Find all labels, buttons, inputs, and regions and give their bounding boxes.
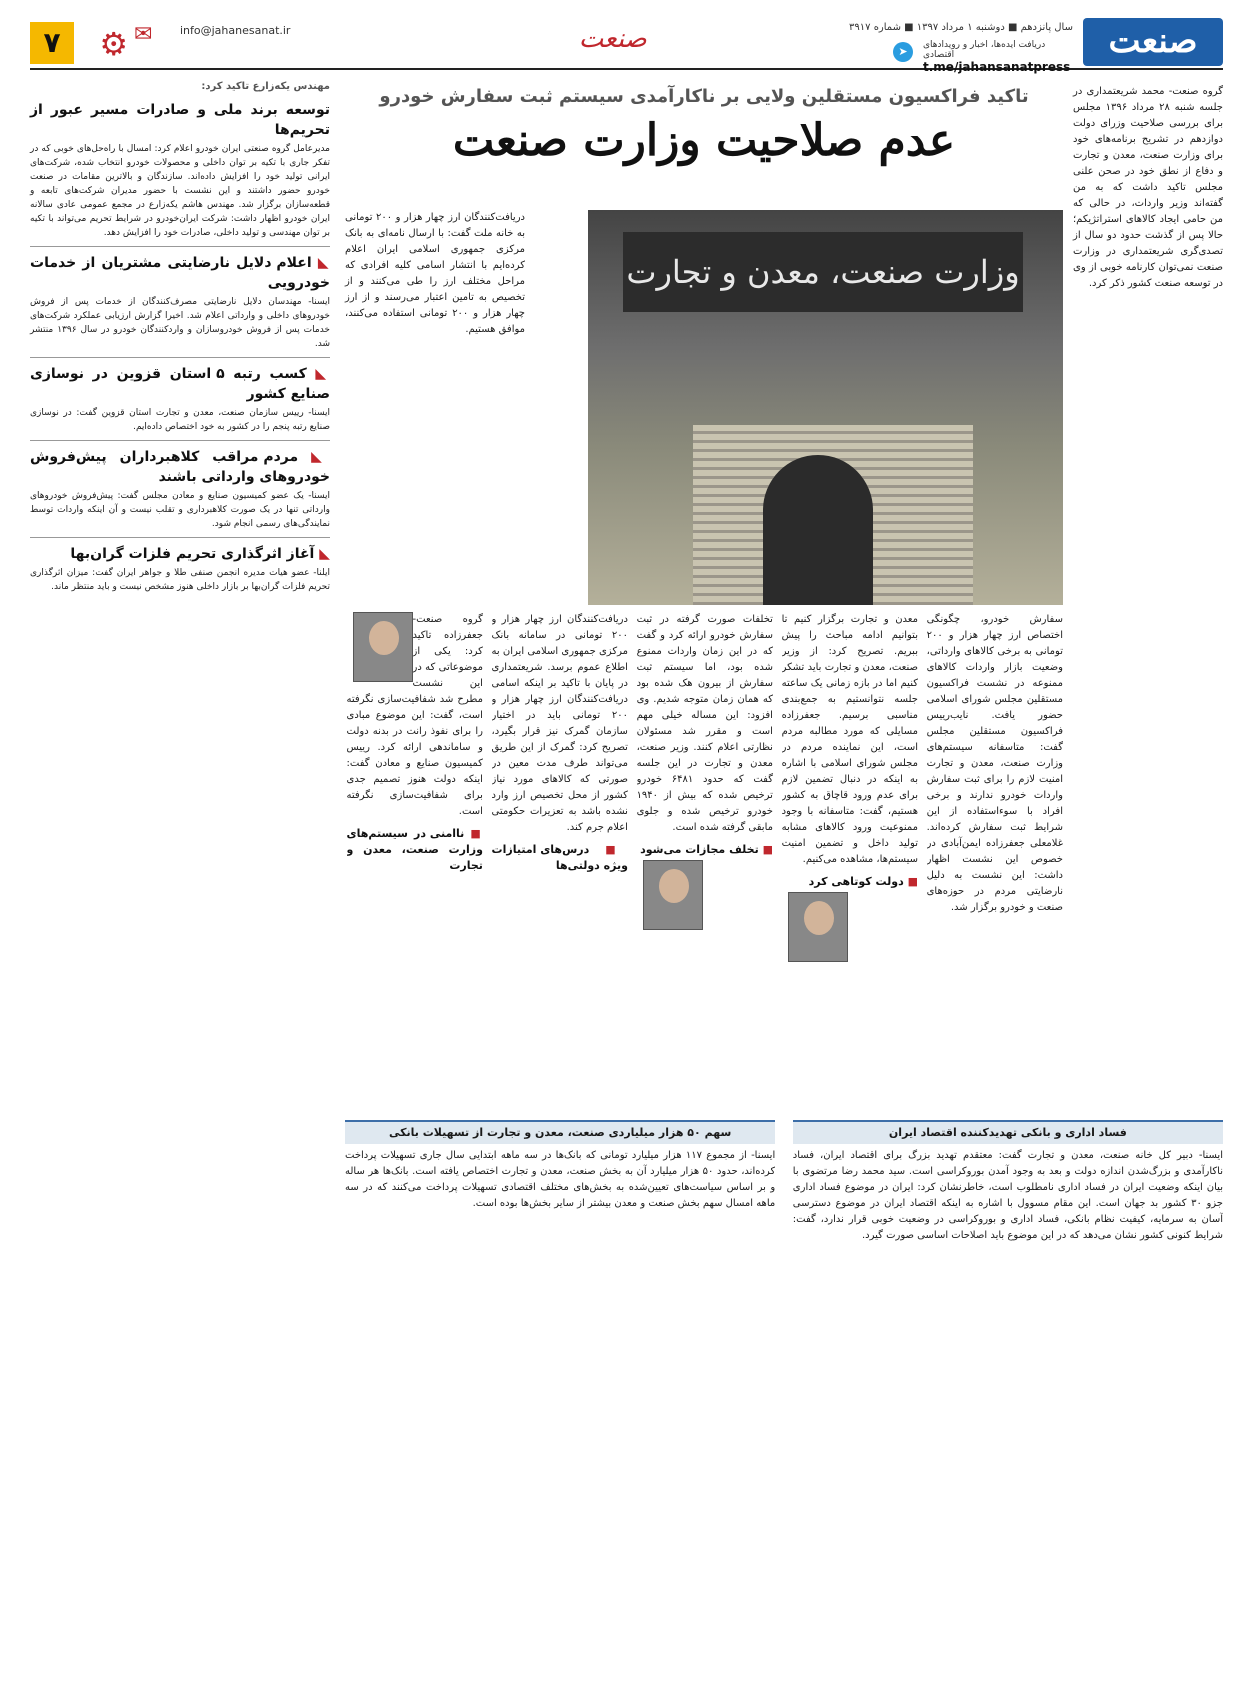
news-body-5: ایلنا- عضو هیات مدیره انجمن صنفی طلا و جواهر ایران گفت: میزان اثرگذاری تحریم فلزات گران‌بها بر بازار داخلی هنوز مشخص نیست و باید منتظر ماند.	[30, 568, 330, 592]
issue-info: سال پانزدهم ■ دوشنبه ۱ مرداد ۱۳۹۷ ■ شماره ۳۹۱۷	[849, 22, 1073, 33]
col3-text: تخلفات صورت گرفته در ثبت سفارش خودرو ارائه کرد و گفت که در این زمان واردات ممنوع شده بود، اما سیستم ثبت سفارش از بیرون هک شده بود که همان زمان متوجه شدیم. وی افزود: این مساله خیلی مهم است و مقرر شد مسئولان نظارتی اعلام کنند. وزیر صنعت، معدن و تجارت در این جلسه گفت که حدود ۶۴۸۱ خودرو ترخیص شده که بیش از ۱۹۴۰ خودرو ترخیص شده و جلوی مابقی گرفته شده است.	[636, 614, 773, 833]
jahan-sanat-logo[interactable]: صنعت	[1083, 18, 1223, 66]
masthead	[30, 18, 1223, 74]
story-kicker: تاکید فراکسیون مستقلین ولایی بر ناکارآمدی سیستم ثبت سفارش خودرو	[379, 86, 1029, 107]
body-column-4	[492, 612, 628, 1187]
corruption-story	[793, 1120, 1223, 1660]
gear-icon: ⚙	[99, 25, 128, 63]
telegram-handle[interactable]: t.me/jahansanatpress	[923, 60, 1071, 74]
divider	[30, 537, 330, 538]
col2-text: معدن و تجارت برگزار کنیم تا بتوانیم ادامه مباحث را پیش ببریم. تصریح کرد: از وزیر صنعت، معدن و تجارت باید تشکر کنیم اما در بازه زمانی یک ساعته جلسه نتوانستیم به جمع‌بندی مناسبی برسیم. جعفرزاده مسایلی که مورد مطالبه مردم است، این نماینده مردم در مجلس شورای اسلامی با اشاره به اینکه در دنبال تضمین لازم برای عدم ورود قاچاق به کشور هستیم، گفت: متاسفانه با وجود ممنوعیت ورود کالاهای مشابه تولید داخل و تضمین امنیت سیستم‌ها، مشاهده می‌کنیم.	[781, 614, 918, 865]
section-title: صنعت	[578, 24, 647, 54]
corruption-title: فساد اداری و بانکی تهدیدکننده اقتصاد ایران	[793, 1120, 1223, 1144]
mp-photo	[353, 612, 413, 682]
body-column-3	[637, 612, 773, 1187]
telegram-block[interactable]	[923, 40, 1073, 74]
ministry-photo	[588, 210, 1063, 605]
col1-text: سفارش خودرو، چگونگی اختصاص ارز چهار هزار و ۲۰۰ تومانی به برخی کالاهای وارداتی، وضعیت بازار واردات کالاهای ممنوعه در نشست فراکسیون مستقلین مجلس شورای اسلامی حضور یافت. نایب‌رییس فراکسیون مستقلین مجلس گفت: متاسفانه سیستم‌های وزارت صنعت، معدن و تجارت امنیت لازم را برای ثبت سفارش واردات خودرو ندارند و برخی افراد با سوءاستفاده از این شرایط ثبت سفارش کرده‌اند. غلامعلی جعفرزاده ایمن‌آبادی در خصوص این نشست اظهار داشت: این نشست به دلیل نارضایتی مردم در حوزه‌های صنعت و خودرو برگزار شد.	[926, 614, 1063, 913]
subhead-insecurity: ■ ناامنی در سیستم‌های وزارت صنعت، معدن و تجارت	[347, 826, 483, 874]
bottom-stories	[345, 1120, 1223, 1660]
headline-brand-export: توسعه برند ملی و صادرات مسیر عبور از تحریم‌ها	[30, 102, 330, 138]
body-column-5	[347, 612, 483, 1187]
divider	[30, 246, 330, 247]
body-column-2	[782, 612, 918, 1187]
headline-qazvin: ◣ کسب رتبه ۵ استان قزوین در نوسازی صنایع کشور	[30, 364, 330, 404]
news-body-3: ایسنا- رییس سازمان صنعت، معدن و تجارت استان قزوین گفت: در نوسازی صنایع رتبه پنجم را در کشور به خود اختصاص داده‌ایم.	[30, 408, 330, 432]
news-body-4: ایسنا- یک عضو کمیسیون صنایع و معادن مجلس گفت: پیش‌فروش خودروهای وارداتی تنها در یک صورت کلاهبرداری و تقلب نیست و آن اینکه واردات توسط نمایندگی‌های رسمی انجام شود.	[30, 491, 330, 529]
photo-side-text	[345, 210, 525, 338]
divider	[30, 357, 330, 358]
page-number: ۷	[30, 22, 74, 64]
news-column	[30, 80, 330, 594]
col5-text: گروه صنعت- جعفرزاده تاکید کرد: یکی از موضوعاتی که در این نشست مطرح شد شفافیت‌سازی نگرفته است، گفت: این موضوع مبادی را برای نفوذ رانت در بدنه دولت و ساماندهی ارائه کرد. رییس کمیسیون صنایع و معادن گفت: اینکه دولت هنوز تصمیم جدی برای شفافیت‌سازی نگرفته است.	[346, 614, 483, 817]
telegram-caption: دریافت ایده‌ها، اخبار و رویدادهای اقتصادی	[923, 40, 1046, 60]
lead-column	[1073, 84, 1223, 292]
news-body-2: ایسنا- مهندسان دلایل نارضایتی مصرف‌کنندگان از خدمات پس از فروش خودروهای داخلی و وارداتی اعلام شد. اخیرا گزارش ارزیابی عملکرد شرکت‌های خدمات پس از فروش خودروسازان و واردکنندگان خودرو در سال ۱۳۹۶ منتشر شد.	[30, 297, 330, 349]
col4-text: دریافت‌کنندگان ارز چهار هزار و ۲۰۰ تومانی در سامانه بانک مرکزی جمهوری اسلامی ایران به اطلاع عموم برسد. شریعتمداری در پایان با تاکید بر اینکه اسامی دریافت‌کنندگان ارز چهار هزار و ۲۰۰ تومانی باید در اختیار سازمان گمرک نیز قرار بگیرد، تصریح کرد: گمرک از این طریق می‌تواند طرف مدت معین در صورتی که کالاهای مورد نیاز کشور از محل تخصیص ارز وارد نشده باشد به تعزیرات حکومتی اعلام جرم کند.	[491, 614, 628, 833]
story-body	[345, 612, 1063, 1187]
main-story	[345, 80, 1063, 913]
story-headline: عدم صلاحیت وزارت صنعت	[452, 115, 956, 166]
ministry-sign: وزارت صنعت، معدن و تجارت	[623, 232, 1023, 312]
loans-title: سهم ۵۰ هزار میلیاردی صنعت، معدن و تجارت از تسهیلات بانکی	[345, 1120, 775, 1144]
telegram-icon[interactable]: ➤	[893, 42, 913, 62]
body-column-1	[927, 612, 1063, 1187]
headline-presale: ◣ مردم مراقب کلاهبرداران پیش‌فروش خودروهای وارداتی باشند	[30, 447, 330, 487]
loans-story	[345, 1120, 775, 1660]
subhead-government: ■ دولت کوتاهی کرد	[782, 874, 918, 890]
divider	[30, 440, 330, 441]
headline-dissatisfaction: ◣ اعلام دلایل نارضایتی مشتریان از خدمات خودرویی	[30, 253, 330, 293]
envelope-icon: ✉	[134, 22, 153, 47]
minister-photo	[643, 860, 703, 930]
news-kicker: مهندس یکه‌زارع تاکید کرد:	[201, 81, 330, 92]
subhead-privileges: ■ درس‌های امتیازات ویژه دولتی‌ها	[492, 842, 628, 874]
news-body-1: مدیرعامل گروه صنعتی ایران خودرو اعلام کرد: امسال با راه‌حل‌های خوبی که در تفکر جاری با تکیه بر توان داخلی و محصولات خودرو انتخاب شده، شرکت‌های ایرانی تولید خود را افزایش داده‌اند. سازندگان و بالاترین مقامات در صنعت خودرو حضور داشتند و این نشست با حضور مدیران شرکت‌های تابعه و قطعه‌سازان برگزار شد. مهندس هاشم یکه‌زارع در مجمع عمومی عادی سالانه ایران خودرو اظهار داشت: شرکت ایران‌خودرو در شرایط تحریم می‌تواند با تکیه بر توان مهندسی و تولید داخلی، صادرات خود را افزایش دهد.	[30, 144, 330, 238]
subhead-violation: ■ تخلف مجازات می‌شود	[637, 842, 773, 858]
headline-metals: ◣ آغاز اثرگذاری تحریم فلزات گران‌بها	[30, 544, 330, 564]
loans-body: ایسنا- از مجموع ۱۱۷ هزار میلیارد تومانی که بانک‌ها در سه ماهه ابتدایی سال جاری تسهیلات پرداخت کرده‌اند، حدود ۵۰ هزار میلیارد آن به بخش صنعت، معدن و تجارت اختصاص یافته است. بانک‌ها هر ساله و بر اساس سیاست‌های تعیین‌شده به بخش‌های مختلف اقتصادی تسهیلات پرداخت می‌کنند که در سه ماهه امسال سهم بخش صنعت و معدن بیشتر از سایر بخش‌ها بوده است.	[345, 1150, 776, 1209]
photo-side-paragraph: دریافت‌کنندگان ارز چهار هزار و ۲۰۰ تومانی به خانه ملت گفت: با ارسال نامه‌ای به بانک مرکزی جمهوری اسلامی ایران اعلام کرده‌ایم با انتشار اسامی کلیه افرادی که مراحل مختلف ارز را طی می‌کنند و از تخصیص به تامین اعتبار می‌رسند و از ارز چهار هزار و ۲۰۰ تومانی استفاده می‌کنند، موافق هستیم.	[345, 212, 525, 335]
corruption-body: ایسنا- دبیر کل خانه صنعت، معدن و تجارت گفت: معتقدم تهدید بزرگ برای اقتصاد ایران، فساد ناکارآمدی و بزرگ‌شدن اندازه دولت و بعد به وجود آمدن بوروکراسی است. سید محمد رضا مرتضوی با بیان اینکه وضعیت ایران در فساد اداری نامطلوب است، خاطرنشان کرد: ایران در موضوع فساد اداری جزو ۳۰ کشور بد جهان است. این مقام مسوول با اشاره به اینکه اقتصاد ایران در موضوع دسترسی آسان به سرمایه، کیفیت نظام بانکی، فساد اداری و بوروکراسی در وضعیت خوبی قرار ندارد، گفت: شرایط کنونی کشور نشان می‌دهد که در این موضوع باید اصلاحات اساسی صورت گیرد.	[792, 1150, 1223, 1241]
man-on-phone	[763, 455, 873, 605]
email-link[interactable]: info@jahanesanat.ir	[180, 24, 291, 37]
lead-text: گروه صنعت- محمد شریعتمداری در جلسه شنبه ۲۸ مرداد ۱۳۹۶ مجلس برای بررسی صلاحیت وزرای دولت دوازدهم در تشریح برنامه‌های خود برای وزارت صنعت، معدن و تجارت و دفاع از نطق خود در صحن علنی مجلس تاکید داشت که به من گفته‌اند وزیر واردات، در حالی که من حامی ایجاد کالاهای استراتژیکم؛ حالا پس از گذشت حدود دو سال از تصدی‌گری شریعتمداری در وزارت صنعت نمی‌توان کارنامه خوبی از وی در توسعه صنعت کشور ذکر کرد.	[1073, 86, 1223, 289]
official-photo	[788, 892, 848, 962]
